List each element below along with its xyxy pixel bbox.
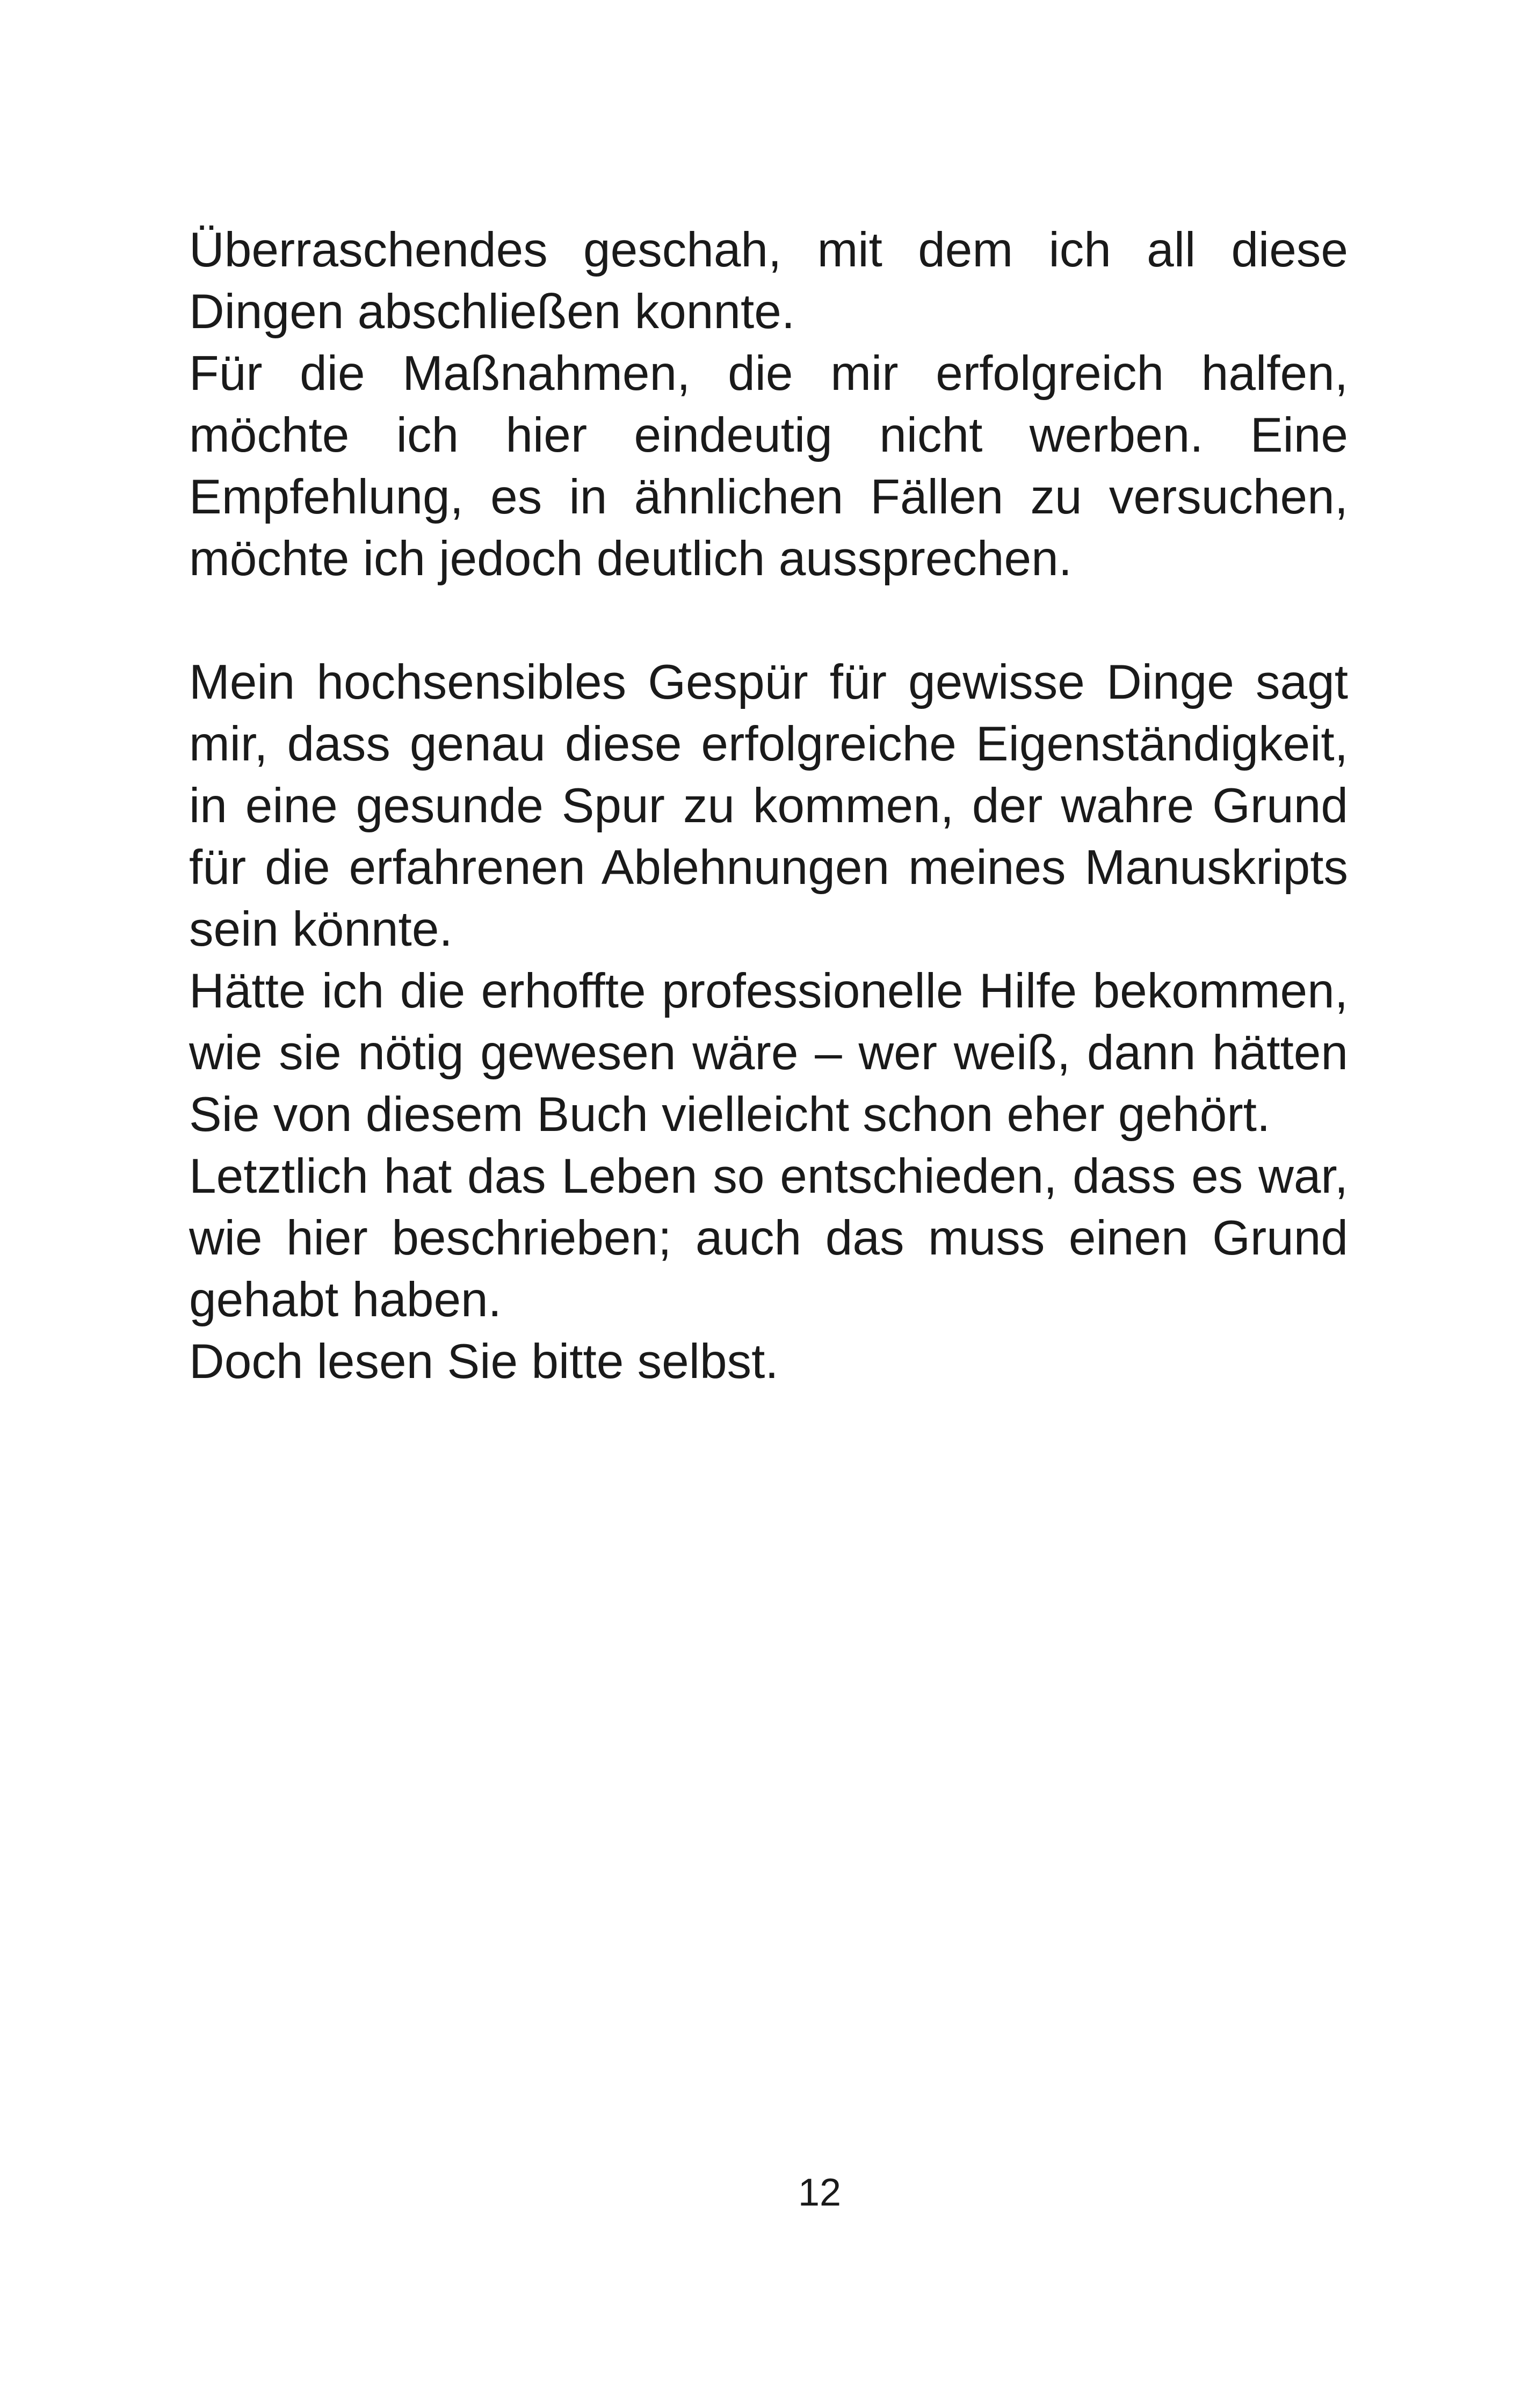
paragraph: Überraschendes geschah, mit dem ich all diese Dingen abschließen konnte.	[189, 223, 1348, 339]
paragraph: Mein hochsensibles Gespür für gewisse Dinge sagt mir, dass genau diese erfolgreiche Eigenständigkeit, in eine gesunde Spur zu kommen, der wahre Grund für die erfahrenen Ablehnungen meines Manuskripts sein könnte.	[189, 655, 1348, 956]
page-number: 12	[798, 2171, 842, 2214]
body-text	[189, 219, 1348, 1392]
paragraph: Für die Maßnahmen, die mir erfolgreich halfen, möchte ich hier eindeutig nicht werben. Eine Empfehlung, es in ähnlichen Fällen zu versuchen, möchte ich jedoch deutlich aussprechen.	[189, 346, 1348, 586]
paragraph: Letztlich hat das Leben so entschieden, dass es war, wie hier beschrieben; auch das muss einen Grund gehabt haben.	[189, 1149, 1348, 1327]
paragraph: Hätte ich die erhoffte professionelle Hilfe bekommen, wie sie nötig gewesen wäre – wer weiß, dann hätten Sie von diesem Buch vielleicht schon eher gehört.	[189, 964, 1348, 1142]
paragraph: Doch lesen Sie bitte selbst.	[189, 1334, 779, 1389]
